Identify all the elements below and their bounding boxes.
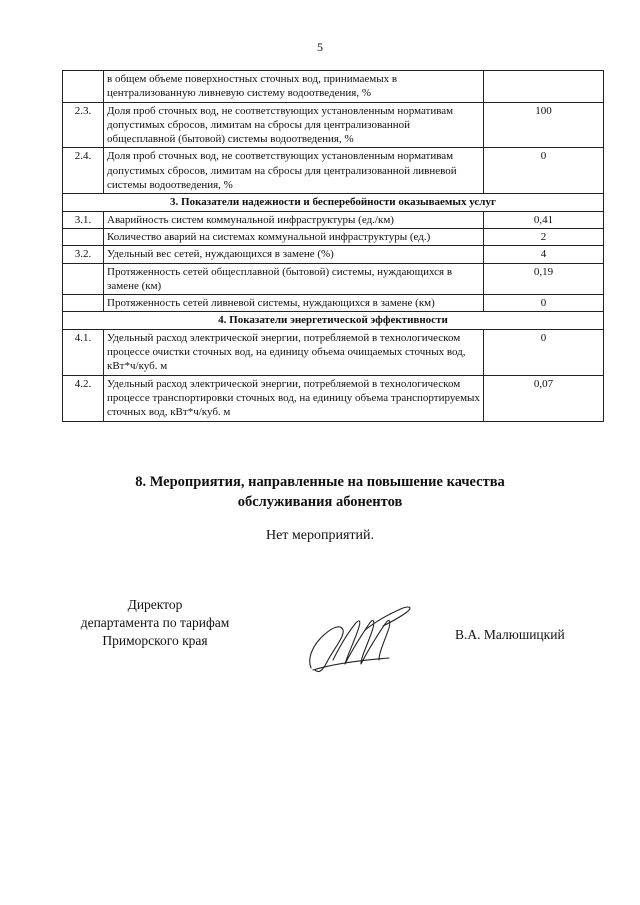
row-description: Доля проб сточных вод, не соответствующих установленным нормативам допустимых сбросов, лимитам на сбросы для централизованной ливневой системы водоотведения, % (104, 148, 484, 194)
row-number: 3.1. (63, 211, 104, 228)
row-number: 3.2. (63, 246, 104, 263)
row-value: 0 (484, 329, 604, 375)
section-8-heading-line1: 8. Мероприятия, направленные на повышение качества (135, 474, 505, 490)
row-value: 0 (484, 148, 604, 194)
handwritten-signature (303, 600, 423, 680)
row-description: Аварийность систем коммунальной инфраструктуры (ед./км) (104, 211, 484, 228)
indicators-table (62, 70, 604, 422)
row-value: 0,19 (484, 263, 604, 295)
row-number: 4.1. (63, 329, 104, 375)
row-number: 2.3. (63, 102, 104, 148)
signatory-title-line1: Директор (127, 597, 183, 612)
row-description: Удельный расход электрической энергии, потребляемой в технологическом процессе транспортировки сточных вод, на единицу объема транспортируемых сточных вод, кВт*ч/куб. м (104, 375, 484, 421)
table-row (63, 329, 604, 375)
section-8-heading-line2: обслуживания абонентов (237, 494, 403, 511)
row-description: Протяженность сетей общесплавной (бытовой) системы, нуждающихся в замене (км) (104, 263, 484, 295)
table-row (63, 375, 604, 421)
row-value (484, 71, 604, 103)
row-description: Протяженность сетей ливневой системы, нуждающихся в замене (км) (104, 295, 484, 312)
row-value: 2 (484, 228, 604, 245)
table-row (63, 263, 604, 295)
row-number (63, 228, 104, 245)
row-value: 0,07 (484, 375, 604, 421)
row-value: 0 (484, 295, 604, 312)
section-title: 3. Показатели надежности и бесперебойности оказываемых услуг (63, 194, 604, 211)
table-row (63, 148, 604, 194)
row-description: Удельный расход электрической энергии, потребляемой в технологическом процессе очистки сточных вод, на единицу объема очищаемых сточных вод, кВт*ч/куб. м (104, 329, 484, 375)
page-number: 5 (317, 40, 323, 54)
table-row (63, 228, 604, 245)
section-8-heading (0, 472, 640, 513)
row-number: 4.2. (63, 375, 104, 421)
section-title: 4. Показатели энергетической эффективности (63, 312, 604, 329)
signatory-title-line2: департамента по тарифам (80, 615, 230, 631)
row-value: 100 (484, 102, 604, 148)
row-number (63, 263, 104, 295)
row-number (63, 71, 104, 103)
section-row (63, 194, 604, 211)
row-number: 2.4. (63, 148, 104, 194)
section-8-body: Нет мероприятий. (265, 528, 375, 543)
row-value: 4 (484, 246, 604, 263)
table-row (63, 295, 604, 312)
table-row (63, 211, 604, 228)
row-description: Доля проб сточных вод, не соответствующих установленным нормативам допустимых сбросов, лимитам на сбросы для централизованной общесплавной (бытовой) системы водоотведения, % (104, 102, 484, 148)
section-row (63, 312, 604, 329)
row-description: Удельный вес сетей, нуждающихся в замене (%) (104, 246, 484, 263)
row-description: Количество аварий на системах коммунальной инфраструктуры (ед.) (104, 228, 484, 245)
table-row (63, 102, 604, 148)
row-value: 0,41 (484, 211, 604, 228)
table-row (63, 246, 604, 263)
row-description: в общем объеме поверхностных сточных вод, принимаемых в централизованную ливневую систему водоотведения, % (104, 71, 484, 103)
signatory-title-line3: Приморского края (102, 633, 208, 649)
signatory-name: В.А. Малюшицкий (455, 627, 565, 642)
row-number (63, 295, 104, 312)
signatory-title (40, 596, 270, 651)
table-row (63, 71, 604, 103)
